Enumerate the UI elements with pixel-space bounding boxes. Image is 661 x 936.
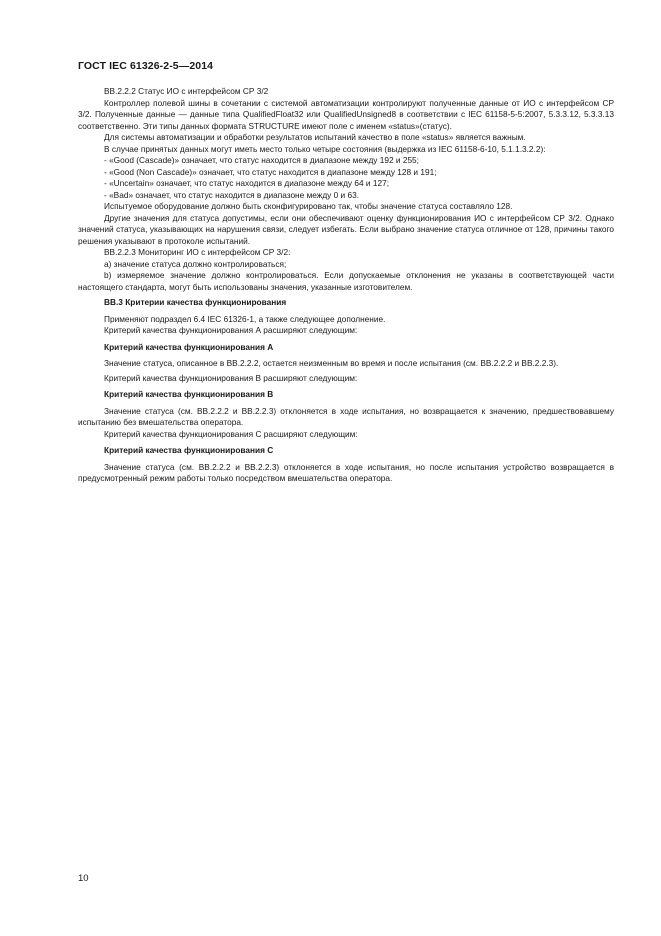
- paragraph: Значение статуса (см. ВВ.2.2.2 и ВВ.2.2.3) отклоняется в ходе испытания, но возвращается к значению, предшествовавшему испытанию без вмешательства оператора.: [78, 405, 614, 427]
- paragraph: Другие значения для статуса допустимы, если они обеспечивают оценку функционирования ИО с интерфейсом СР 3/2. Однако значений статуса, указывающих на нарушения связи, следует избегать. Если выбрано значение статуса отличное от 128, причины такого решения указывают в протоколе испытаний.: [78, 212, 614, 246]
- criterion-a-heading: Критерий качества функционирования А: [104, 341, 274, 352]
- list-item: a) значение статуса должно контролироваться;: [104, 258, 287, 269]
- paragraph: Испытуемое оборудование должно быть сконфигурировано так, чтобы значение статуса составляло 128.: [104, 201, 513, 211]
- paragraph: Значение статуса (см. ВВ.2.2.2 и ВВ.2.2.3) отклоняется в ходе испытания, но после испытания устройство возвращается в предусмотренный режим работы только посредством вмешательства оператора.: [78, 461, 614, 483]
- document-body: [78, 86, 614, 485]
- paragraph: Значение статуса, описанное в ВВ.2.2.2, остается неизменным во время и после испытания (см. ВВ.2.2.2 и ВВ.2.2.3).: [104, 358, 559, 368]
- subclause-heading-bb-2-2-3: ВВ.2.2.3 Мониторинг ИО с интерфейсом СР 3/2:: [104, 247, 291, 257]
- paragraph: Применяют подраздел 6.4 IEC 61326-1, а также следующее дополнение.: [104, 313, 386, 324]
- list-item: - «Good (Non Cascade)» означает, что статус находится в диапазоне между 128 и 191;: [104, 166, 437, 177]
- paragraph: Для системы автоматизации и обработки результатов испытаний качество в поле «status» является важным.: [104, 132, 526, 142]
- criterion-c-heading: Критерий качества функционирования С: [104, 445, 274, 455]
- criterion-b-heading: Критерий качества функционирования В: [104, 389, 274, 399]
- paragraph: Критерий качества функционирования В расширяют следующим:: [104, 372, 358, 383]
- section-heading-bb-3: ВВ.3 Критерии качества функционирования: [104, 297, 287, 307]
- paragraph: Контроллер полевой шины в сочетании с системой автоматизации контролируют полученные данные от ИО с интерфейсом СР 3/2. Полученные данные — данные типа QualifiedFloat32 или QualifiedUnsigned8 в соответствии с IEC 61158-5-5:2007, 5.3.3.12, 5.3.3.13 соответственно. Эти типы данных формата STRUCTURE имеют поле с именем «status»(статус).: [78, 97, 614, 131]
- list-item: - «Bad» означает, что статус находится в диапазоне между 0 и 63.: [104, 189, 360, 200]
- list-item: - «Uncertain» означает, что статус находится в диапазоне между 64 и 127;: [104, 178, 390, 188]
- page-number: 10: [78, 873, 89, 884]
- paragraph: Критерий качества функционирования С расширяют следующим:: [104, 428, 358, 439]
- document-header: ГОСТ IEC 61326-2-5—2014: [78, 60, 214, 72]
- paragraph: Критерий качества функционирования А расширяют следующим:: [104, 325, 358, 335]
- subclause-heading-bb-2-2-2: ВВ.2.2.2 Статус ИО с интерфейсом СР 3/2: [104, 86, 269, 96]
- list-item: - «Good (Cascade)» означает, что статус находится в диапазоне между 192 и 255;: [104, 155, 419, 165]
- list-item: b) измеряемое значение должно контролироваться. Если допускаемые отклонения не указаны в соответствующей части настоящего стандарта, могут быть использованы значения, указанные изготовителем.: [78, 270, 614, 292]
- paragraph: В случае принятых данных могут иметь место только четыре состояния (выдержка из IEC 61158-6-10, 5.1.1.3.2.2):: [104, 143, 546, 154]
